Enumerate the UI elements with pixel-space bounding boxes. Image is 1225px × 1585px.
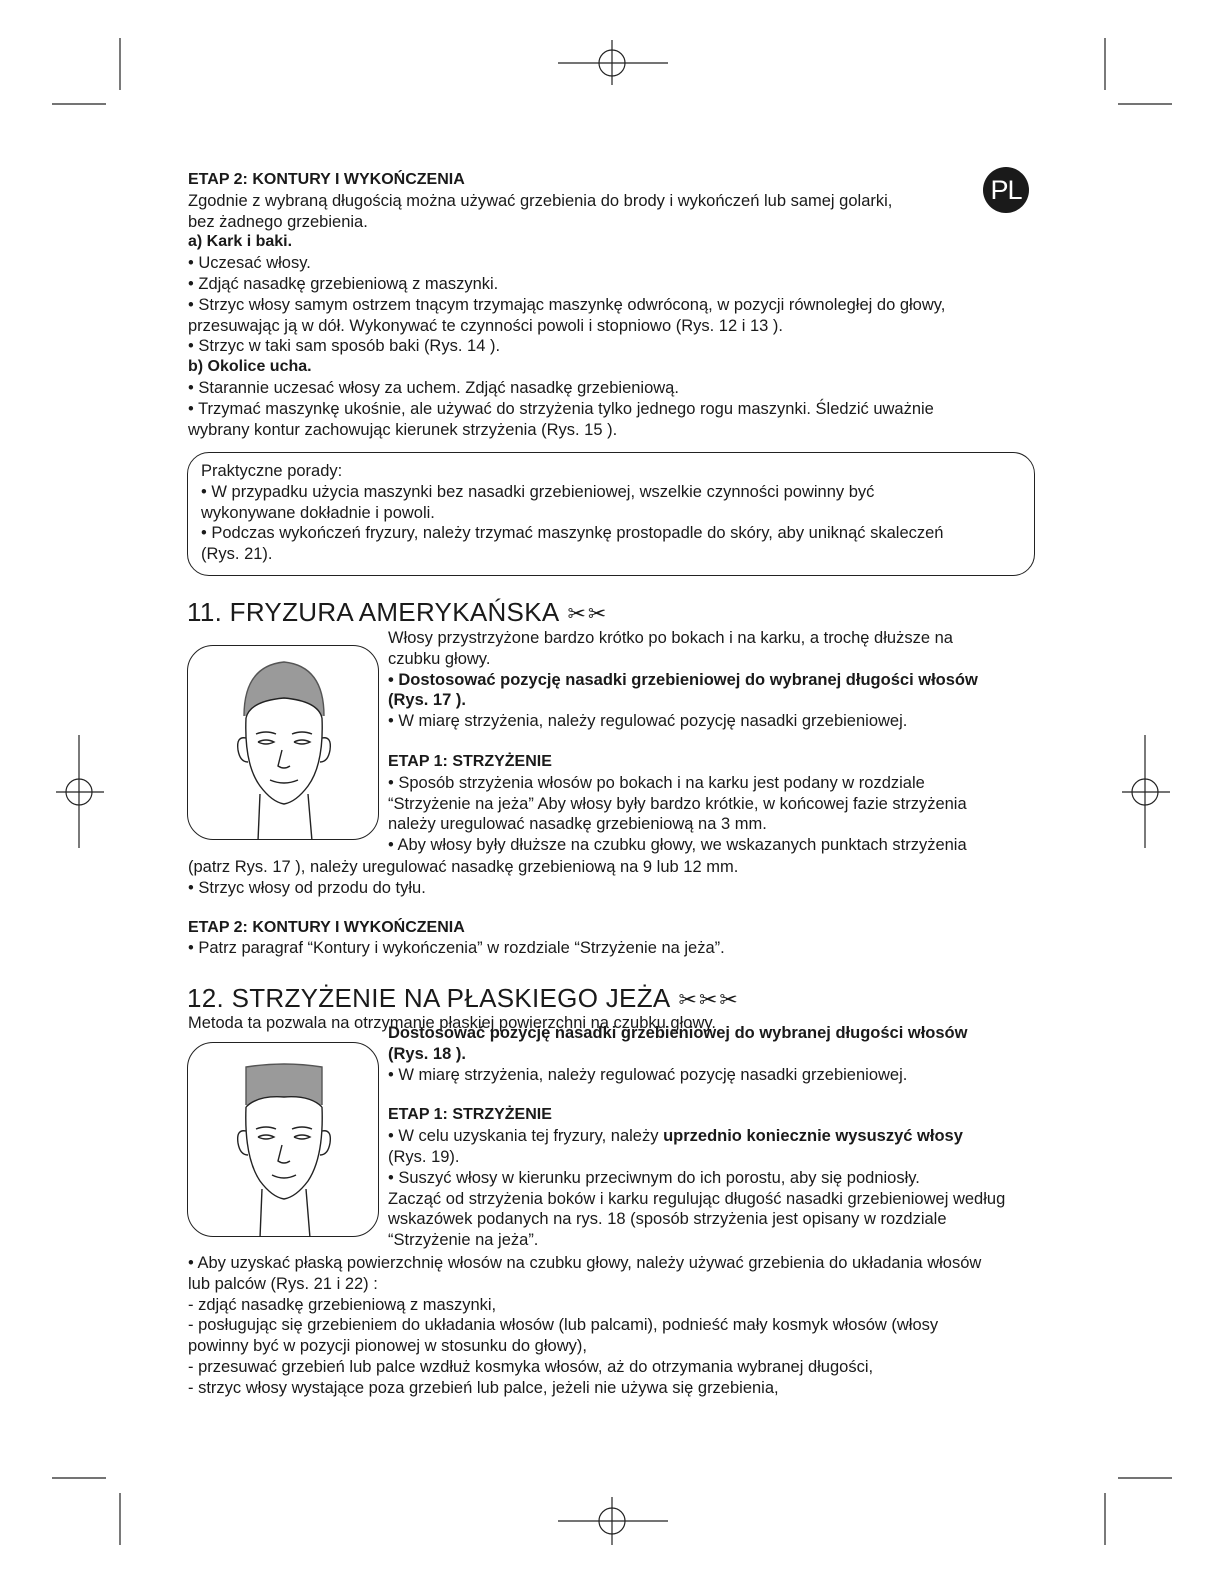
text-line: czubku głowy. bbox=[388, 649, 491, 668]
text-run: • W celu uzyskania tej fryzury, należy bbox=[388, 1127, 664, 1146]
text-line: (patrz Rys. 17 ), należy uregulować nasadkę grzebieniową na 9 lub 12 mm. bbox=[188, 858, 739, 876]
subheading: ETAP 1: STRZYŻENIE bbox=[388, 752, 552, 770]
text-line: • Patrz paragraf “Kontury i wykończenia” w rozdziale “Strzyżenie na jeża”. bbox=[188, 939, 725, 958]
text-line: • Dostosować pozycję nasadki grzebieniowej do wybranej długości włosów bbox=[388, 670, 978, 689]
spacer bbox=[388, 1085, 1038, 1105]
face-illustration-american bbox=[187, 645, 379, 840]
text-line bbox=[388, 1126, 1038, 1147]
subheading: ETAP 2: KONTURY I WYKOŃCZENIA bbox=[188, 918, 465, 936]
text-line: • Uczesać włosy. bbox=[188, 254, 311, 273]
text-line: “Strzyżenie na jeża”. bbox=[388, 1231, 539, 1250]
section-11-title bbox=[187, 597, 608, 629]
text-line: - przesuwać grzebień lub palce wzdłuż kosmyka włosów, aż do otrzymania wybranej długości, bbox=[188, 1357, 874, 1376]
scissors-icon: ✂✂ bbox=[567, 601, 609, 626]
text-line: • Trzymać maszynkę ukośnie, ale używać do strzyżenia tylko jednego rogu maszynki. Śledzić uważnie bbox=[188, 399, 934, 418]
subheading: a) Kark i baki. bbox=[188, 233, 293, 251]
section-11-continued bbox=[188, 857, 1028, 959]
section-title-text: 12. STRZYŻENIE NA PŁASKIEGO JEŻA bbox=[187, 983, 671, 1013]
text-line: • Zdjąć nasadkę grzebieniową z maszynki. bbox=[188, 274, 499, 293]
text-line: Zgodnie z wybraną długością można używać grzebienia do brody i wykończeń lub samej golarki, bbox=[188, 191, 893, 210]
face-icon bbox=[188, 1043, 379, 1237]
text-line: wykonywane dokładnie i powoli. bbox=[201, 503, 435, 522]
text-line: • Strzyc włosy samym ostrzem tnącym trzymając maszynkę odwróconą, w pozycji równoległej do głowy, bbox=[188, 295, 946, 314]
spacer bbox=[188, 899, 1028, 918]
text-line: - zdjąć nasadkę grzebieniową z maszynki, bbox=[188, 1295, 497, 1314]
section-12-body bbox=[388, 1023, 1038, 1251]
text-line: • Suszyć włosy w kierunku przeciwnym do ich porostu, aby się podniosły. bbox=[388, 1168, 920, 1187]
text-line: (Rys. 18 ). bbox=[388, 1044, 466, 1063]
text-line: (Rys. 21). bbox=[201, 545, 273, 564]
text-line: • Aby uzyskać płaską powierzchnię włosów na czubku głowy, należy używać grzebienia do układania włosów bbox=[188, 1254, 982, 1272]
section-11-body bbox=[388, 628, 1038, 856]
section-12-title bbox=[187, 983, 740, 1015]
text-line: - posługując się grzebieniem do układania włosów (lub palcami), podnieść mały kosmyk włosów (włosy bbox=[188, 1316, 939, 1335]
face-illustration-flat-top bbox=[187, 1042, 379, 1237]
text-line: Włosy przystrzyżone bardzo krótko po bokach i na karku, a trochę dłuższe na bbox=[388, 629, 953, 647]
text-line: przesuwając ją w dół. Wykonywać te czynności powoli i stopniowo (Rys. 12 i 13 ). bbox=[188, 316, 784, 335]
text-line: (Rys. 17 ). bbox=[388, 691, 466, 710]
text-line: • Podczas wykończeń fryzury, należy trzymać maszynkę prostopadle do skóry, aby uniknąć skaleczeń bbox=[201, 524, 944, 543]
text-line: (Rys. 19). bbox=[388, 1147, 460, 1166]
text-line: • W miarę strzyżenia, należy regulować pozycję nasadki grzebieniowej. bbox=[388, 1065, 908, 1084]
language-badge: PL bbox=[983, 167, 1029, 213]
text-line: wybrany kontur zachowując kierunek strzyżenia (Rys. 15 ). bbox=[188, 420, 618, 439]
text-line: • Strzyc w taki sam sposób baki (Rys. 14 ). bbox=[188, 337, 501, 356]
section-heading: ETAP 2: KONTURY I WYKOŃCZENIA bbox=[188, 171, 465, 188]
text-line: wskazówek podanych na rys. 18 (sposób strzyżenia jest opisany w rozdziale bbox=[388, 1210, 947, 1229]
text-line: Dostosować pozycję nasadki grzebieniowej do wybranej długości włosów bbox=[388, 1024, 968, 1042]
text-line: Metoda ta pozwala na otrzymanie płaskiej powierzchni na czubku głowy. bbox=[188, 1014, 716, 1032]
scissors-icon: ✂✂✂ bbox=[678, 987, 740, 1012]
spacer bbox=[388, 732, 1038, 752]
text-line: “Strzyżenie na jeża” Aby włosy były bardzo krótkie, w końcowej fazie strzyżenia bbox=[388, 794, 967, 813]
text-line: należy uregulować nasadkę grzebieniową na 3 mm. bbox=[388, 815, 767, 834]
text-line: Zacząć od strzyżenia boków i karku regulując długość nasadki grzebieniowej według bbox=[388, 1189, 1006, 1208]
text-line: lub palców (Rys. 21 i 22) : bbox=[188, 1274, 378, 1293]
face-icon bbox=[188, 646, 379, 840]
subheading: ETAP 1: STRZYŻENIE bbox=[388, 1106, 552, 1124]
text-line: • W przypadku użycia maszynki bez nasadki grzebieniowej, wszelkie czynności powinny być bbox=[201, 482, 875, 501]
text-line: • Sposób strzyżenia włosów po bokach i na karku jest podany w rozdziale bbox=[388, 773, 925, 792]
subheading: b) Okolice ucha. bbox=[188, 358, 312, 376]
tips-title: Praktyczne porady: bbox=[201, 462, 343, 480]
text-line: bez żadnego grzebienia. bbox=[188, 212, 368, 231]
text-line: • Starannie uczesać włosy za uchem. Zdjąć nasadkę grzebieniową. bbox=[188, 378, 679, 397]
text-line: • Aby włosy były dłuższe na czubku głowy, we wskazanych punktach strzyżenia bbox=[388, 836, 967, 855]
text-line: - strzyc włosy wystające poza grzebień lub palce, jeżeli nie używa się grzebienia, bbox=[188, 1378, 779, 1397]
text-line: powinny być w pozycji pionowej w stosunku do głowy), bbox=[188, 1337, 587, 1356]
section-12-continued bbox=[188, 1253, 1028, 1399]
practical-tips-box bbox=[187, 452, 1035, 576]
text-line: • W miarę strzyżenia, należy regulować pozycję nasadki grzebieniowej. bbox=[388, 712, 908, 731]
text-run-bold: uprzednio koniecznie wysuszyć włosy bbox=[663, 1127, 963, 1146]
section-title-text: 11. FRYZURA AMERYKAŃSKA bbox=[187, 597, 560, 627]
etap2-contours-section bbox=[188, 170, 1028, 440]
text-line: • Strzyc włosy od przodu do tyłu. bbox=[188, 878, 426, 897]
